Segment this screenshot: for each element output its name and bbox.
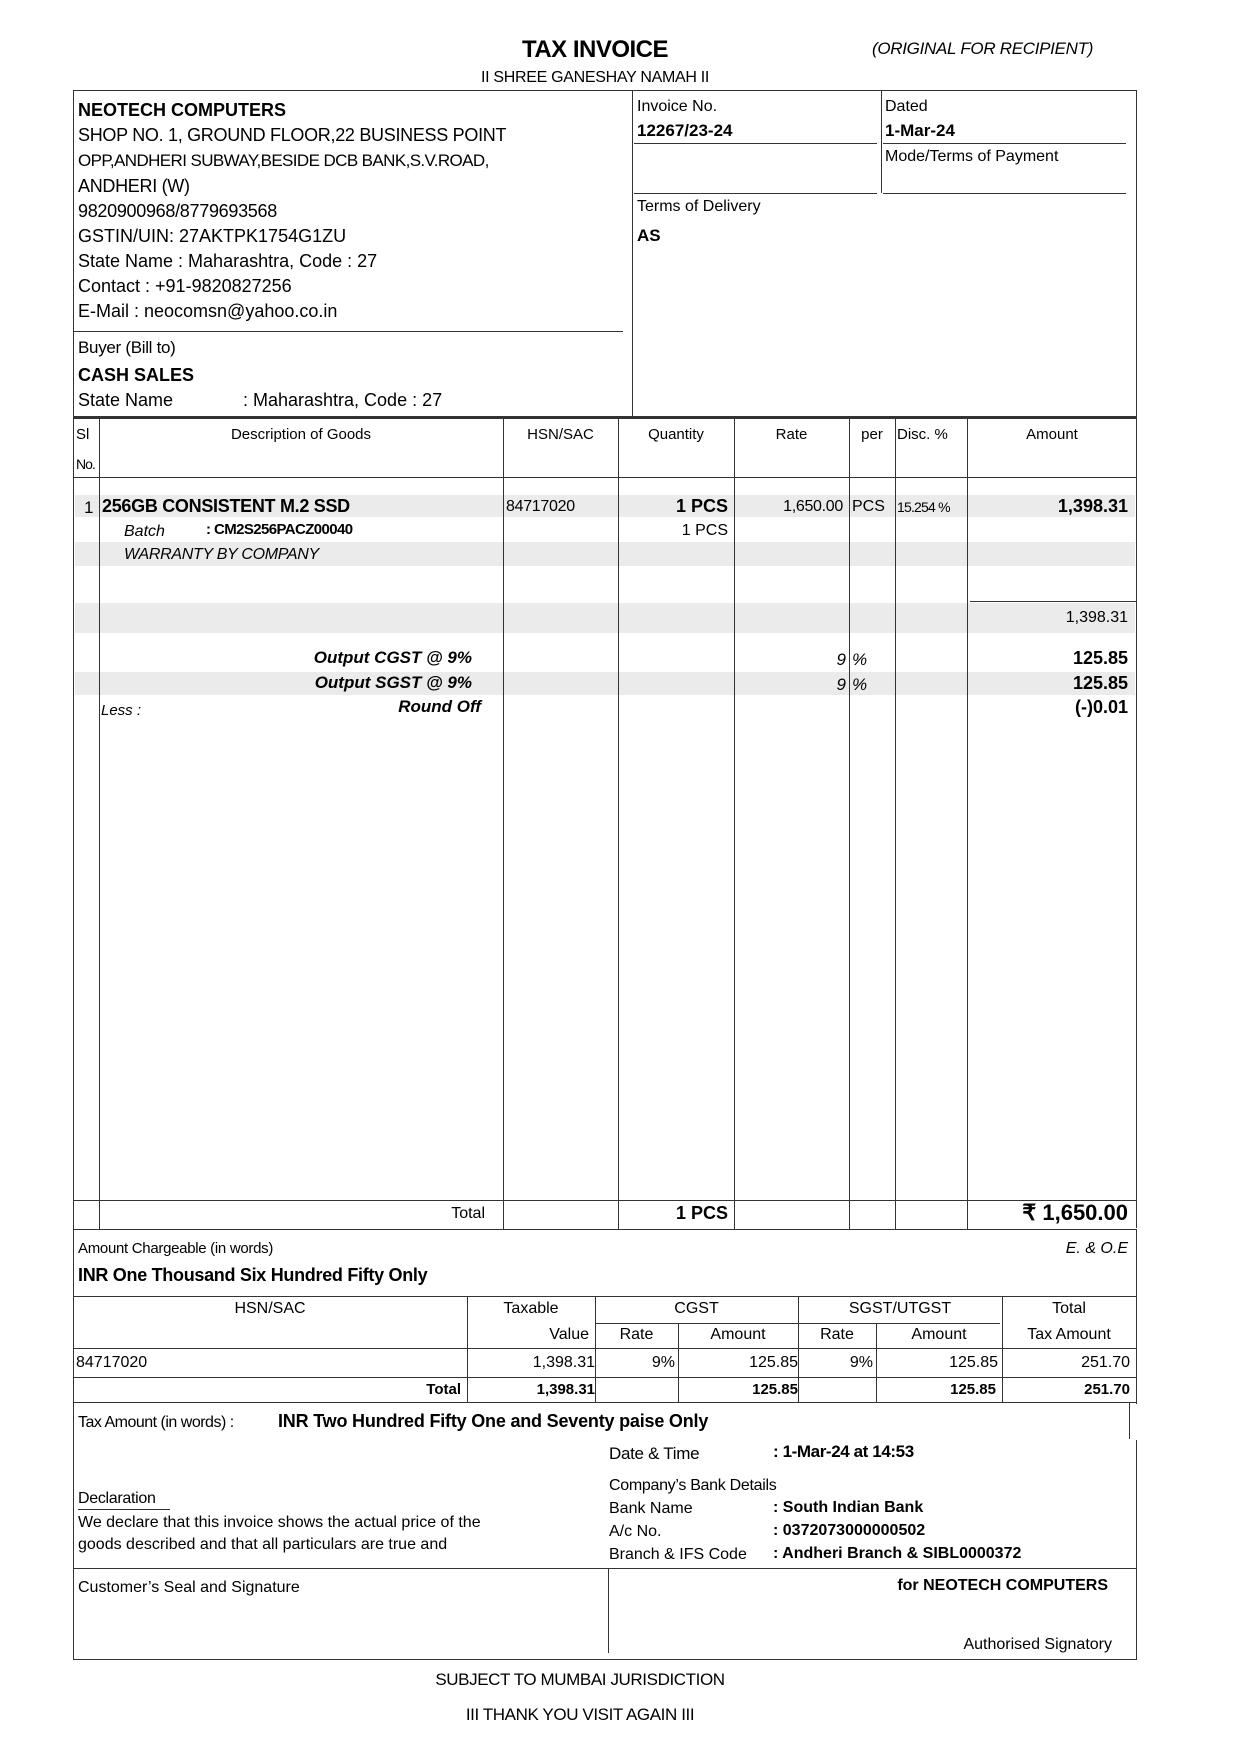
blessing-text: II SHREE GANESHAY NAMAH II [480,69,710,86]
seller-gstin: GSTIN/UIN: 27AKTPK1754G1ZU [78,226,347,246]
item-hsn: 84717020 [506,498,575,515]
amount-words-value: INR One Thousand Six Hundred Fifty Only [78,1265,428,1285]
dated-label: Dated [885,98,928,115]
hsn-code: 84717020 [76,1354,148,1371]
copy-label: (ORIGINAL FOR RECIPIENT) [872,39,1094,58]
seller-address-line1: SHOP NO. 1, GROUND FLOOR,22 BUSINESS POINT [78,125,507,145]
sgst-amount: 125.85 [949,1354,998,1371]
declaration-line2: goods described and that all particulars are true and [78,1536,448,1553]
sgst-header: SGST/UTGST [848,1300,952,1317]
item-note: WARRANTY BY COMPANY [124,546,319,563]
branch-ifsc-label: Branch & IFS Code [609,1546,747,1563]
datetime-label: Date & Time [609,1444,700,1463]
account-no-value: : 0372073000000502 [773,1522,926,1539]
buyer-state-label: State Name [78,390,174,410]
branch-ifsc-value: : Andheri Branch & SIBL0000372 [773,1545,1022,1562]
customer-seal-label: Customer’s Seal and Signature [78,1579,300,1596]
seller-name: NEOTECH COMPUTERS [78,100,287,120]
tax-rate: 9 [836,675,846,694]
datetime-value: : 1-Mar-24 at 14:53 [773,1442,914,1461]
taxable-value: 1,398.31 [532,1354,595,1371]
col-header-discount: Disc. % [897,426,948,443]
hsn-total-taxable: 1,398.31 [536,1381,595,1398]
eoe-label: E. & O.E [1065,1240,1128,1257]
total-amount: ₹ 1,650.00 [1022,1200,1128,1225]
item-batch-quantity: 1 PCS [681,522,728,539]
amount-words-label: Amount Chargeable (in words) [78,1240,274,1257]
bank-name-label: Bank Name [609,1500,693,1517]
item-amount: 1,398.31 [1057,496,1128,516]
round-off-prefix: Less : [101,702,142,719]
col-header-description: Description of Goods [230,426,372,443]
seller-phones: 9820900968/8779693568 [78,201,277,221]
total-tax-amount: 251.70 [1081,1354,1130,1371]
subtotal-amount: 1,398.31 [1065,609,1128,626]
col-header-per: per [861,426,883,443]
payment-terms-label: Mode/Terms of Payment [885,148,1059,165]
jurisdiction-text: SUBJECT TO MUMBAI JURISDICTION [435,1670,725,1689]
tax-amount: 125.85 [1072,648,1128,668]
delivery-terms-label: Terms of Delivery [637,198,761,215]
bank-name-value: : South Indian Bank [773,1499,924,1516]
tax-rate-unit: % [852,675,868,694]
round-off-amount: (-)0.01 [1074,697,1128,717]
declaration-title: Declaration [78,1490,170,1510]
buyer-state-value: : Maharashtra, Code : 27 [243,390,443,410]
bank-details-title: Company’s Bank Details [609,1477,777,1494]
item-description: 256GB CONSISTENT M.2 SSD [102,496,350,516]
cgst-amount-header: Amount [710,1326,766,1343]
tax-rate-unit: % [852,650,868,669]
page-title: TAX INVOICE [521,36,669,63]
item-rate: 1,650.00 [783,498,843,515]
hsn-total-cgst: 125.85 [752,1381,798,1398]
total-tax-header-top: Total [1052,1300,1086,1317]
cgst-amount: 125.85 [749,1354,798,1371]
item-discount: 15.254 % [897,499,950,515]
item-sl: 1 [84,498,94,517]
tax-words-value: INR Two Hundred Fifty One and Seventy paise Only [278,1411,709,1431]
hsn-total-label: Total [426,1381,461,1398]
buyer-name: CASH SALES [78,365,195,385]
col-header-hsn: HSN/SAC [527,426,594,443]
col-header-rate: Rate [775,426,808,443]
col-header-no: No. [76,456,95,472]
invoice-no-label: Invoice No. [637,98,718,115]
hsn-total-sgst: 125.85 [950,1381,996,1398]
declaration-line1: We declare that this invoice shows the actual price of the [78,1514,481,1531]
seller-address-line2: OPP,ANDHERI SUBWAY,BESIDE DCB BANK,S.V.ROAD, [78,151,489,170]
cgst-rate: 9% [651,1354,675,1371]
delivery-terms-value: AS [637,226,661,245]
tax-rate: 9 [836,650,846,669]
hsn-header: HSN/SAC [234,1300,306,1317]
sgst-rate-header: Rate [820,1326,854,1343]
invoice-no-value: 12267/23-24 [637,121,733,140]
thanks-text: III THANK YOU VISIT AGAIN III [465,1705,695,1724]
authorised-signatory-label: Authorised Signatory [963,1636,1112,1653]
total-tax-header-bottom: Tax Amount [1027,1326,1111,1343]
total-quantity: 1 PCS [675,1203,728,1223]
cgst-rate-header: Rate [619,1326,654,1343]
tax-label: Output CGST @ 9% [313,648,472,667]
item-batch-value: : CM2S256PACZ00040 [206,521,353,538]
company-for-label: for NEOTECH COMPUTERS [897,1577,1108,1594]
col-header-quantity: Quantity [648,426,704,443]
dated-value: 1-Mar-24 [885,121,955,140]
account-no-label: A/c No. [609,1523,662,1540]
sgst-amount-header: Amount [911,1326,967,1343]
seller-address-line3: ANDHERI (W) [78,176,190,196]
tax-label: Output SGST @ 9% [314,673,472,692]
total-label: Total [451,1205,485,1222]
seller-contact: Contact : +91-9820827256 [78,276,292,296]
col-header-sl: Sl [76,426,90,443]
tax-words-label: Tax Amount (in words) : [78,1414,234,1431]
col-header-amount: Amount [1026,426,1078,443]
seller-state: State Name : Maharashtra, Code : 27 [78,251,378,271]
hsn-total-tax: 251.70 [1084,1381,1130,1398]
taxable-header-top: Taxable [503,1300,559,1317]
buyer-label: Buyer (Bill to) [78,338,176,357]
taxable-header-bottom: Value [549,1326,589,1343]
cgst-header: CGST [674,1300,719,1317]
tax-amount: 125.85 [1072,673,1128,693]
round-off-label: Round Off [398,697,481,716]
seller-email: E-Mail : neocomsn@yahoo.co.in [78,301,338,321]
item-batch-label: Batch [124,523,165,540]
item-per: PCS [852,498,885,515]
item-quantity: 1 PCS [675,496,728,516]
sgst-rate: 9% [849,1354,873,1371]
